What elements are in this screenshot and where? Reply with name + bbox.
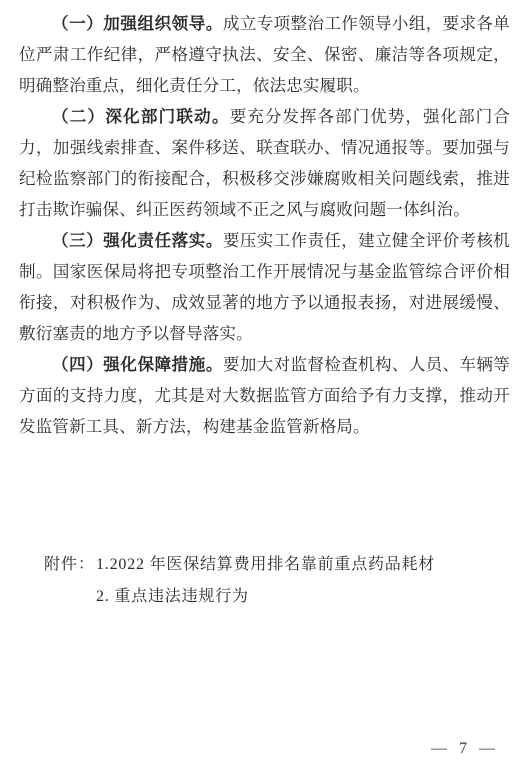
paragraph-responsibility — [19, 225, 510, 349]
paragraph-body: 成立专项整治工作领导小组，要求各单位严肃工作纪律，严格遵守执法、安全、保密、廉洁等各项规定，明确整治重点，细化责任分工，依法忠实履职。 — [19, 14, 511, 95]
attachment-item-text: 2. 重点违法违规行为 — [96, 588, 249, 605]
paragraph-body: 要加大对监督检查机构、人员、车辆等方面的支持力度，尤其是对大数据监管方面给予有力支撑，推动开发监管新工具、新方法，构建基金监管新格局。 — [19, 355, 511, 436]
paragraph-lead: （一）加强组织领导。 — [52, 14, 223, 33]
paragraph-lead: （二）深化部门联动。 — [52, 107, 230, 126]
attachments-label: 附件： — [44, 556, 96, 573]
attachment-item-text: 1.2022 年医保结算费用排名靠前重点药品耗材 — [96, 556, 436, 573]
paragraph-lead: （四）强化保障措施。 — [52, 355, 223, 374]
page-number: — 7 — — [431, 740, 499, 757]
paragraph-department-coordination — [19, 101, 510, 225]
attachments-list — [44, 549, 435, 613]
paragraph-lead: （三）强化责任落实。 — [52, 231, 223, 250]
attachment-item — [44, 581, 435, 613]
paragraph-safeguards — [19, 349, 510, 442]
paragraph-body: 要压实工作责任，建立健全评价考核机制。国家医保局将把专项整治工作开展情况与基金监管综合评价相衔接，对积极作为、成效显著的地方予以通报表扬，对进展缓慢、敷衍塞责的地方予以督导落实。 — [19, 231, 511, 343]
paragraph-organization-leadership — [19, 8, 510, 101]
attachment-item — [44, 549, 435, 581]
paragraph-body: 要充分发挥各部门优势，强化部门合力，加强线索排查、案件移送、联查联办、情况通报等。要加强与纪检监察部门的衔接配合，积极移交涉嫌腐败相关问题线索，推进打击欺诈骗保、纠正医药领域不正之风与腐败问题一体纠治。 — [19, 107, 510, 219]
